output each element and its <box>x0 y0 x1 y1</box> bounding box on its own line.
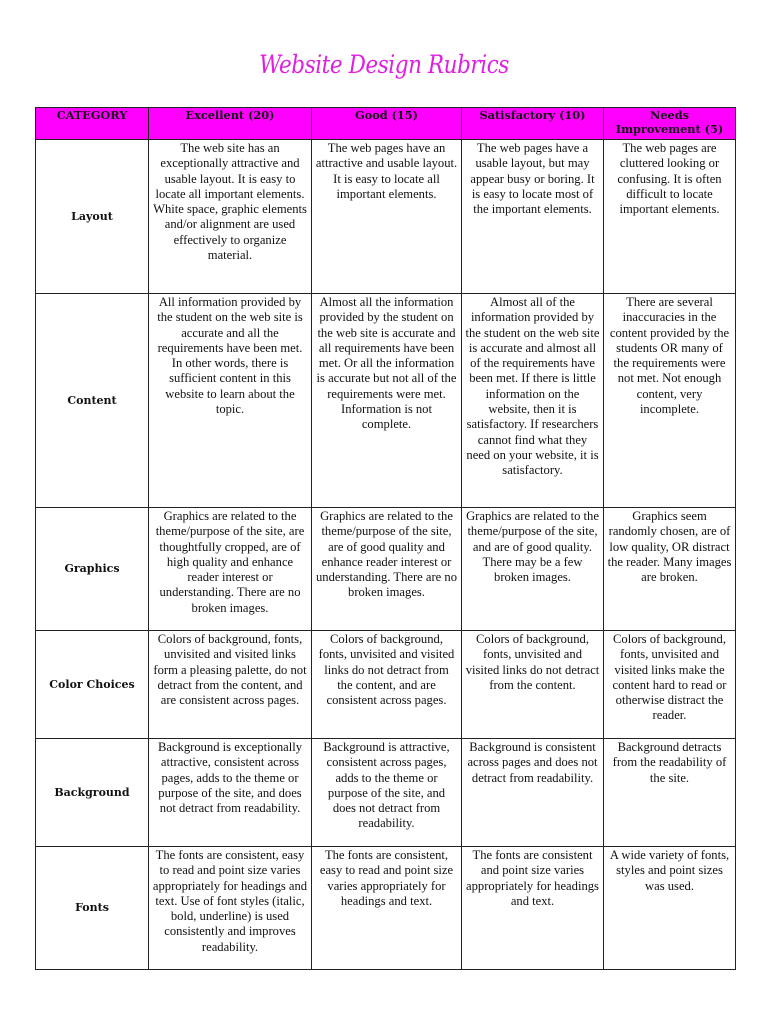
criteria-cell-needs-improvement: Graphics seem randomly chosen, are of low quality, OR distract the reader. Many images are broken. <box>604 508 736 631</box>
table-row-graphics <box>36 508 736 631</box>
criteria-cell-satisfactory: The fonts are consistent and point size varies appropriately for headings and text. <box>462 847 604 970</box>
criteria-cell-excellent: Colors of background, fonts, unvisited and visited links form a pleasing palette, do not detract from the content, and are consistent across pages. <box>149 631 312 739</box>
table-row-content <box>36 294 736 508</box>
header-row <box>36 108 736 140</box>
criteria-cell-good: Colors of background, fonts, unvisited and visited links do not detract from the content, and are consistent across pages. <box>312 631 462 739</box>
criteria-cell-excellent: Background is exceptionally attractive, consistent across pages, adds to the theme or purpose of the site, and does not detract from readability. <box>149 739 312 847</box>
criteria-cell-good: Background is attractive, consistent across pages, adds to the theme or purpose of the site, and does not detract from readability. <box>312 739 462 847</box>
criteria-cell-needs-improvement: Background detracts from the readability of the site. <box>604 739 736 847</box>
criteria-cell-good: The web pages have an attractive and usable layout. It is easy to locate all important elements. <box>312 140 462 294</box>
header-excellent: Excellent (20) <box>149 108 312 140</box>
criteria-cell-excellent: Graphics are related to the theme/purpose of the site, are thoughtfully cropped, are of high quality and enhance reader interest or understanding. There are no broken images. <box>149 508 312 631</box>
table-row-layout <box>36 140 736 294</box>
criteria-cell-satisfactory: The web pages have a usable layout, but may appear busy or boring. It is easy to locate most of the important elements. <box>462 140 604 294</box>
criteria-cell-good: The fonts are consistent, easy to read and point size varies appropriately for headings and text. <box>312 847 462 970</box>
table-row-color-choices <box>36 631 736 739</box>
category-cell: Layout <box>36 140 149 294</box>
criteria-cell-satisfactory: Colors of background, fonts, unvisited and visited links do not detract from the content. <box>462 631 604 739</box>
table-row-background <box>36 739 736 847</box>
category-cell: Background <box>36 739 149 847</box>
criteria-cell-satisfactory: Graphics are related to the theme/purpose of the site, and are of good quality. There may be a few broken images. <box>462 508 604 631</box>
category-cell: Graphics <box>36 508 149 631</box>
header-category: CATEGORY <box>36 108 149 140</box>
criteria-cell-satisfactory: Background is consistent across pages and does not detract from readability. <box>462 739 604 847</box>
criteria-cell-needs-improvement: A wide variety of fonts, styles and point sizes was used. <box>604 847 736 970</box>
criteria-cell-excellent: All information provided by the student on the web site is accurate and all the requirements have been met. In other words, there is sufficient content in this website to learn about the topic. <box>149 294 312 508</box>
criteria-cell-satisfactory: Almost all of the information provided by the student on the web site is accurate and almost all of the requirements have been met. If there is little information on the website, then it is satisfactory. If researchers cannot find what they need on your website, it is satisfactory. <box>462 294 604 508</box>
rubric-table <box>35 107 736 970</box>
category-cell: Fonts <box>36 847 149 970</box>
criteria-cell-excellent: The web site has an exceptionally attractive and usable layout. It is easy to locate all important elements. White space, graphic elements and/or alignment are used effectively to organize material. <box>149 140 312 294</box>
header-good: Good (15) <box>312 108 462 140</box>
criteria-cell-needs-improvement: There are several inaccuracies in the content provided by the students OR many of the requirements were not met. Not enough content, very incomplete. <box>604 294 736 508</box>
table-row-fonts <box>36 847 736 970</box>
criteria-cell-good: Almost all the information provided by the student on the web site is accurate and all requirements have been met. Or all the information is accurate but not all of the requirements were met. Information is not complete. <box>312 294 462 508</box>
category-cell: Color Choices <box>36 631 149 739</box>
header-satisfactory: Satisfactory (10) <box>462 108 604 140</box>
criteria-cell-needs-improvement: The web pages are cluttered looking or confusing. It is often difficult to locate important elements. <box>604 140 736 294</box>
criteria-cell-excellent: The fonts are consistent, easy to read and point size varies appropriately for headings and text. Use of font styles (italic, bold, underline) is used consistently and improves readability. <box>149 847 312 970</box>
page-title: Website Design Rubrics <box>259 50 509 79</box>
criteria-cell-needs-improvement: Colors of background, fonts, unvisited and visited links make the content hard to read or otherwise distract the reader. <box>604 631 736 739</box>
category-cell: Content <box>36 294 149 508</box>
header-needs-improvement: Needs Improvement (5) <box>604 108 736 140</box>
criteria-cell-good: Graphics are related to the theme/purpose of the site, are of good quality and enhance reader interest or understanding. There are no broken images. <box>312 508 462 631</box>
